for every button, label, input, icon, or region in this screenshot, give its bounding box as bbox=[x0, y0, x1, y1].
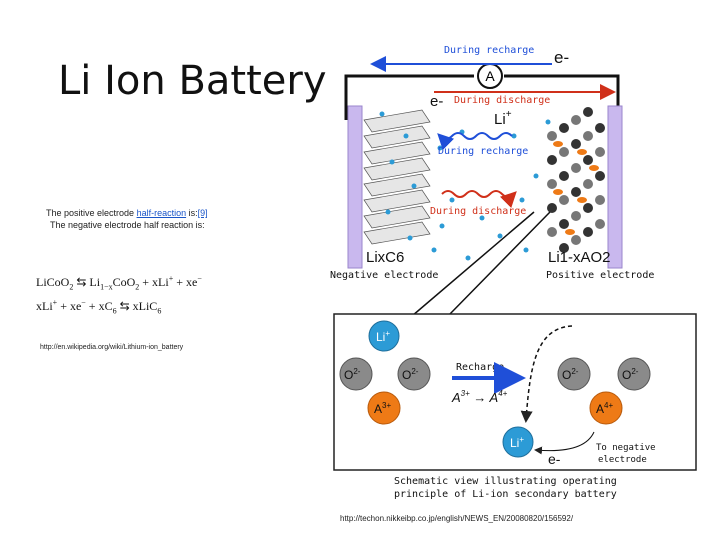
svg-text:O2-: $O^{2-}$ bbox=[344, 367, 361, 382]
discharge-ion-arrow bbox=[442, 191, 514, 197]
battery-diagram bbox=[322, 36, 710, 506]
zoom-recharge-label: Recharge bbox=[456, 362, 505, 373]
slide-title: Li Ion Battery bbox=[58, 58, 327, 104]
ammeter-label: A bbox=[485, 68, 495, 84]
negative-half-reaction: $xLi^+ + xe^- + xC_6$ ⇆ xLiC$_6$ bbox=[36, 298, 162, 316]
positive-electrode-tail: is: bbox=[186, 208, 198, 218]
discharge-mid-label: During discharge bbox=[430, 206, 527, 217]
negative-formula: LixC6 bbox=[366, 249, 405, 266]
zoom-reaction: $A^{3+} \to A^{4+}$ bbox=[452, 389, 508, 405]
recharge-top-label: During recharge bbox=[444, 45, 535, 56]
reference-link[interactable]: [9] bbox=[197, 208, 208, 218]
svg-text:O2-: $O^{2-}$ bbox=[562, 367, 579, 382]
positive-electrode-label: The positive electrode bbox=[46, 208, 137, 218]
positive-electrode-text bbox=[46, 208, 208, 218]
negative-electrode-label: Negative electrode bbox=[330, 270, 439, 281]
half-reaction-link[interactable]: half-reaction bbox=[136, 208, 187, 218]
zoom-callout-line-1 bbox=[412, 212, 534, 316]
nikkei-source-link[interactable]: http://techon.nikkeibp.co.jp/english/NEWS_EN/20080820/156592/ bbox=[340, 514, 574, 523]
discharge-top-label: During discharge bbox=[454, 95, 551, 106]
positive-electrode-plate bbox=[608, 106, 622, 268]
negative-electrode-plate bbox=[348, 106, 362, 268]
metal-oxide-lattice bbox=[547, 107, 605, 253]
li-plus-label: Li+ bbox=[494, 109, 512, 128]
svg-text:A4+: $A^{4+}$ bbox=[596, 401, 614, 416]
to-negative-label-2: electrode bbox=[598, 455, 647, 465]
caption-line-1: Schematic view illustrating operating bbox=[394, 476, 617, 487]
recharge-mid-label: During recharge bbox=[438, 146, 529, 157]
graphite-layers bbox=[364, 110, 430, 244]
wikipedia-source-link[interactable]: http://en.wikipedia.org/wiki/Lithium-ion_battery bbox=[40, 344, 184, 351]
zoom-electron-label: e- bbox=[548, 451, 561, 467]
svg-text:O2-: $O^{2-}$ bbox=[402, 367, 419, 382]
recharge-ion-arrow bbox=[440, 133, 512, 139]
to-negative-label-1: To negative bbox=[596, 443, 656, 453]
caption-line-2: principle of Li-ion secondary battery bbox=[394, 489, 617, 500]
positive-formula: Li1-xAO2 bbox=[548, 249, 611, 266]
zoom-callout-line-2 bbox=[448, 212, 550, 316]
electron-top-label: e- bbox=[554, 48, 570, 67]
electron-mid-label: e- bbox=[430, 93, 444, 110]
svg-text:Li+: Li+ bbox=[510, 435, 525, 450]
negative-electrode-text: The negative electrode half reaction is: bbox=[50, 220, 205, 230]
positive-electrode-label: Positive electrode bbox=[546, 270, 655, 281]
positive-half-reaction: LiCoO$_2$ ⇆ $Li_{1-x}CoO_2 + xLi^+ + xe^-$ bbox=[36, 274, 202, 292]
svg-text:Li+: Li+ bbox=[376, 329, 391, 344]
svg-text:O2-: $O^{2-}$ bbox=[622, 367, 639, 382]
svg-text:A3+: $A^{3+}$ bbox=[374, 401, 392, 416]
